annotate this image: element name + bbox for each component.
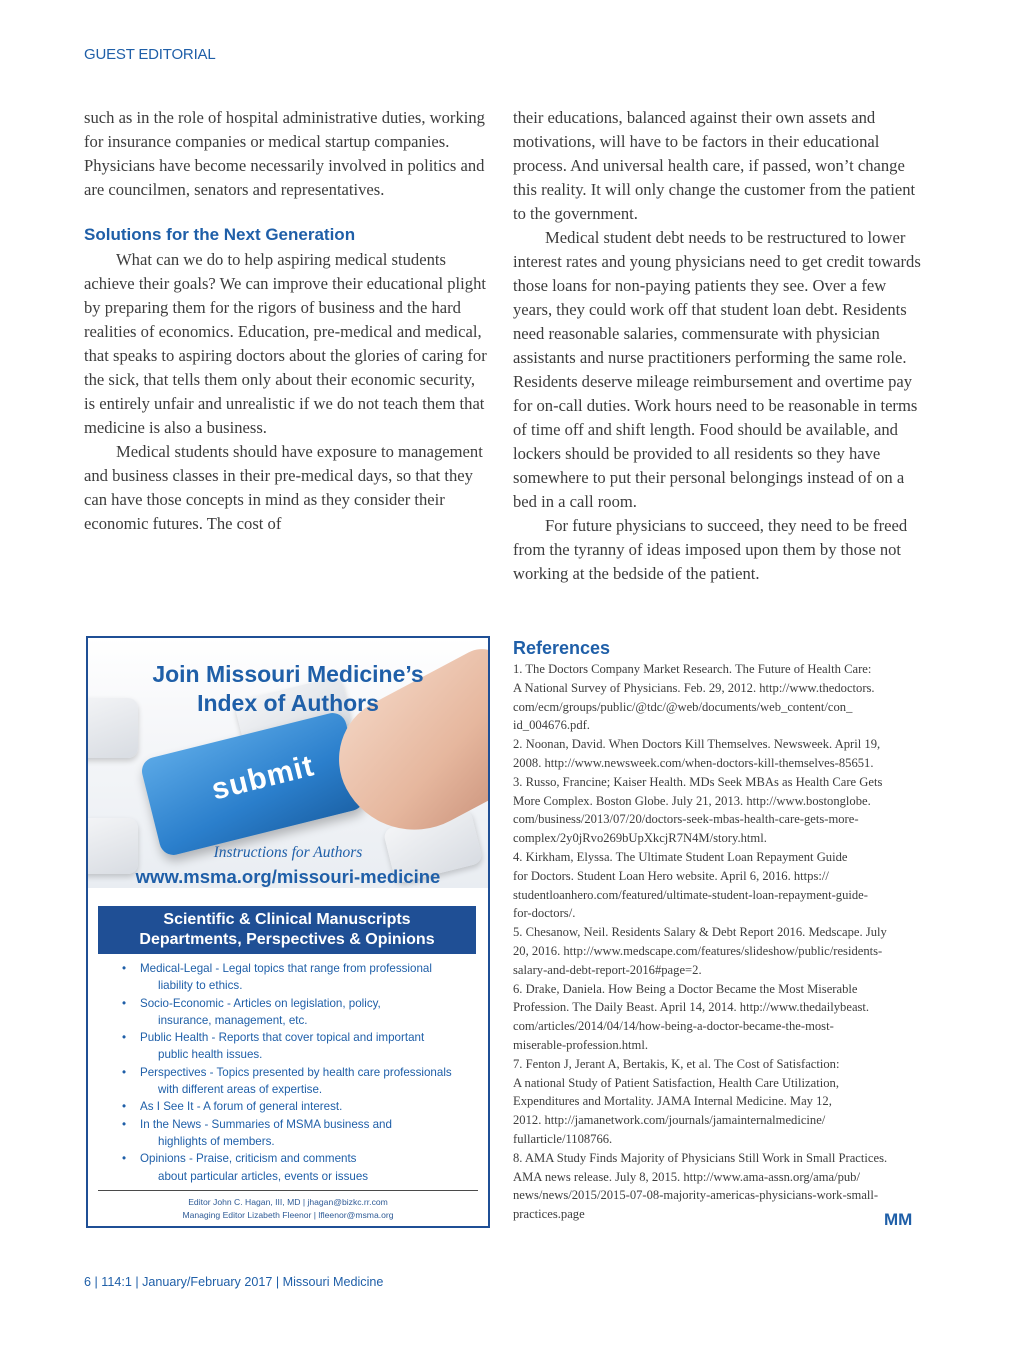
instructions-label: Instructions for Authors <box>213 844 363 861</box>
ad-title <box>88 660 488 718</box>
section-label: GUEST EDITORIAL <box>84 46 216 63</box>
ad-title-line: Join Missouri Medicine’s <box>152 661 424 687</box>
bullet-icon: • <box>122 1100 127 1114</box>
reference-item: 8. AMA Study Finds Majority of Physicians Still Work in Small Practices. AMA news release. July 8, 2015. http://www.ama-assn.org/ama/pub/ news/news/2015/2015-07-08-majority-americas-physicians-work-small- practices.page <box>513 1150 888 1222</box>
banner-line: Departments, Perspectives & Opinions <box>139 931 435 948</box>
left-column <box>84 106 488 536</box>
bullet-icon: • <box>122 1031 127 1045</box>
reference-item: 3. Russo, Francine; Kaiser Health. MDs Seek MBAs as Health Care Gets More Complex. Boston Globe. July 21, 2013. http://www.bostonglobe. com/business/2013/07/20/doctors-seek-mbas-health-care-gets-more- complex/2y0jRvo269bUpXkcjR7N4M/story.html. <box>513 774 883 846</box>
authors-advertisement <box>86 636 490 1228</box>
body-paragraph: For future physicians to succeed, they need to be freed from the tyranny of ideas imposed upon them by those not working at the bedside of the patient. <box>513 516 908 583</box>
bullet-icon: • <box>122 962 127 975</box>
list-item: • Perspectives - Topics presented by health care professionals with different areas of expertise. <box>122 1065 452 1097</box>
page-footer: 6 | 114:1 | January/February 2017 | Missouri Medicine <box>84 1275 384 1289</box>
reference-item: 7. Fenton J, Jerant A, Bertakis, K, et al. The Cost of Satisfaction: A national Study of Patient Satisfaction, Health Care Utilization, Expenditures and Mortality. JAMA Internal Medicine. May 12, 2012. http://jamanetwork.com/journals/jamainternalmedicine/ fullarticle/1108766. <box>513 1056 840 1146</box>
divider <box>98 1190 478 1191</box>
end-mark: MM <box>884 1210 913 1229</box>
body-paragraph: their educations, balanced against their own assets and motivations, will have to be factors in their educational process. And universal health care, if passed, won’t change this reality. It will only change the customer from the patient to the government. <box>513 108 916 223</box>
right-column <box>513 106 925 586</box>
reference-item: 5. Chesanow, Neil. Residents Salary & Debt Report 2016. Medscape. July 20, 2016. http://www.medscape.com/features/slideshow/public/residents- salary-and-debt-report-2016#page=2. <box>513 925 887 977</box>
ad-title-line: Index of Authors <box>197 690 379 716</box>
banner-line: Scientific & Clinical Manuscripts <box>163 911 411 928</box>
list-item: • In the News - Summaries of MSMA business and highlights of members. <box>122 1117 392 1148</box>
bullet-icon: • <box>122 1117 127 1131</box>
list-item: • Public Health - Reports that cover topical and important public health issues. <box>122 1031 425 1062</box>
reference-item: 1. The Doctors Company Market Research. The Future of Health Care: A National Survey of Physicians. Feb. 29, 2012. http://www.thedoctors. com/ecm/groups/public/@tdc/@web/documents/web_content/con_ id_004676.pdf. <box>513 662 875 733</box>
reference-item: 2. Noonan, David. When Doctors Kill Themselves. Newsweek. April 19, 2008. http://www.newsweek.com/when-doctors-kill-themselves-85651. <box>513 737 881 770</box>
bullet-icon: • <box>122 1065 127 1079</box>
list-item: • Socio-Economic - Articles on legislation, policy, insurance, management, etc. <box>122 996 381 1027</box>
body-paragraph: Medical students should have exposure to management and business classes in their pre-medical days, so that they can have those concepts in mind as they consider their economic futures. The cost of <box>84 442 483 533</box>
list-item: • Medical-Legal - Legal topics that range from professional liability to ethics. <box>122 962 432 993</box>
references-section <box>513 636 925 1224</box>
body-paragraph: Medical student debt needs to be restructured to lower interest rates and young physicians need to get credit towards those loans for non-paying patients they see. Over a few years, they could work off that student loan debt. Residents need reasonable salaries, commensurate with physician assistants and nurse practitioners performing the same role. Residents deserve mileage reimbursement and overtime pay for on-call duties. Work hours need to be reasonable in terms of time off and shift length. Food should be available, and lockers should be provided to all residents so they have somewhere to put their personal belongings instead of on a bed in a call room. <box>513 228 921 511</box>
reference-item: 4. Kirkham, Elyssa. The Ultimate Student Loan Repayment Guide for Doctors. Student Loan Hero website. April 6, 2016. https:// studentloanhero.com/featured/ultimate-student-loan-repayment-guide- for-doctors/. <box>513 849 868 921</box>
bullet-icon: • <box>122 1152 127 1166</box>
editor-line: Editor John C. Hagan, III, MD | jhagan@bizkc.rr.com <box>188 1197 388 1207</box>
list-item: • Opinions - Praise, criticism and comments about particular articles, events or issues <box>122 1152 369 1183</box>
reference-item: 6. Drake, Daniela. How Being a Doctor Became the Most Miserable Profession. The Daily Beast. April 14, 2014. http://www.thedailybeast. com/articles/2014/04/14/how-being-a-doctor-became-the-most- miserable-profession.html. <box>513 981 870 1052</box>
body-paragraph: such as in the role of hospital administrative duties, working for insurance companies or medical startup companies. Physicians have become necessarily involved in politics and are councilmen, senators and representatives. <box>84 108 485 199</box>
list-item: • As I See It - A forum of general interest. <box>116 1098 476 1115</box>
body-paragraph: What can we do to help aspiring medical students achieve their goals? We can improve their educational plight by preparing them for the rigors of business and the hard realities of economics. Education, pre-medical and medical, that speaks to aspiring doctors about the glories of caring for the sick, that tells them only about their economic security, is entirely unfair and unrealistic if we do not teach them that medicine is also a business. <box>84 250 487 437</box>
bullet-icon: • <box>122 996 127 1010</box>
references-heading: References <box>513 638 611 658</box>
subheading: Solutions for the Next Generation <box>84 225 356 244</box>
ad-url-link[interactable]: www.msma.org/missouri-medicine <box>135 866 441 887</box>
ad-category-list <box>116 960 476 1185</box>
submit-key <box>139 710 367 858</box>
ad-banner <box>98 906 476 954</box>
managing-editor-line: Managing Editor Lizabeth Fleenor | lfleenor@msma.org <box>182 1210 394 1220</box>
editor-credits <box>88 1196 488 1222</box>
submit-key-label: submit <box>208 749 318 807</box>
